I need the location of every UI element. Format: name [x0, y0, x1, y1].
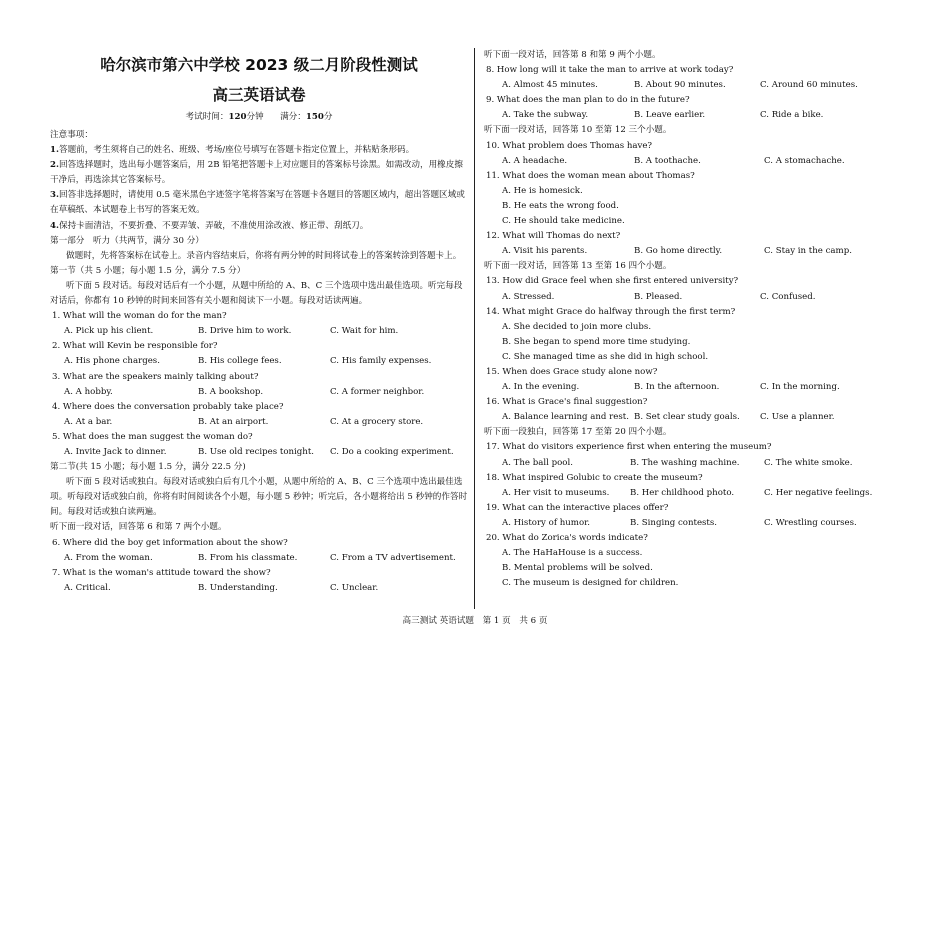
question-block-8-9 [484, 63, 884, 123]
option-a[interactable]: A. The ball pool. [502, 457, 573, 468]
question-stem: 8. How long will it take the man to arrive at work today? [486, 65, 734, 76]
question-stem: 4. Where does the conversation probably take place? [52, 401, 284, 412]
prompt-17-20: 听下面一段独白，回答第 17 至第 20 四个小题。 [484, 427, 672, 438]
option-b[interactable]: B. He eats the wrong food. [502, 200, 619, 211]
option-c[interactable]: C. A stomachache. [764, 155, 845, 166]
option-c[interactable]: C. The museum is designed for children. [502, 578, 679, 589]
section2-heading: 第二节(共 15 小题；每小题 1.5 分，满分 22.5 分) [50, 462, 246, 473]
part1-instruction: 做题时，先将答案标在试卷上。录音内容结束后，你将有两分钟的时间将试卷上的答案转涂到答题卡上。 [66, 250, 462, 261]
option-b[interactable]: B. Use old recipes tonight. [198, 446, 315, 457]
options-row [484, 78, 884, 93]
option-c[interactable]: C. Do a cooking experiment. [330, 446, 454, 457]
notes-item-4 [50, 219, 468, 234]
question-stem: 5. What does the man suggest the woman do? [52, 431, 253, 442]
options-row [484, 456, 884, 471]
option-b[interactable]: B. She began to spend more time studying. [502, 336, 691, 347]
option-a[interactable]: A. In the evening. [502, 382, 580, 393]
option-c[interactable]: C. He should take medicine. [502, 216, 625, 227]
option-a[interactable]: A. Visit his parents. [502, 246, 588, 257]
option-c[interactable]: C. Use a planner. [760, 412, 835, 423]
section1-instruction: 听下面 5 段对话。每段对话后有一个小题，从题中所给的 A、B、C 三个选项中选出最佳选项。听完每段对话后，你都有 10 秒钟的时间来回答有关小题和阅读下一小题。每段对话读两遍。 [50, 280, 463, 307]
options-row [484, 380, 884, 395]
option-b[interactable]: B. In the afternoon. [634, 382, 720, 393]
prompt-8-9: 听下面一段对话，回答第 8 和第 9 两个小题。 [484, 50, 661, 60]
notes-item-text: 回答非选择题时，请使用 0.5 毫米黑色字迹签字笔将答案写在答题卡各题目的答题区域内，超出答题区域或在草稿纸、本试题卷上书写的答案无效。 [50, 190, 465, 216]
options-row [50, 385, 468, 400]
option-b[interactable]: B. Set clear study goals. [634, 412, 740, 423]
question-stem: 14. What might Grace do halfway through the first term? [486, 306, 736, 317]
option-c[interactable]: C. Her negative feelings. [764, 487, 873, 498]
notes-item-text: 回答选择题时，选出每小题答案后，用 2B 铅笔把答题卡上对应题目的答案标号涂黑。如需改动，用橡皮擦干净后，再选涂其它答案标号。 [50, 160, 463, 186]
option-c[interactable]: C. Wait for him. [330, 326, 399, 337]
exam-subtitle: 高三英语试卷 [212, 86, 306, 104]
notes-item-num: 3. [50, 190, 59, 201]
notes-item-num: 1. [50, 145, 59, 156]
question-stem: 13. How did Grace feel when she first entered university? [486, 276, 739, 287]
option-b[interactable]: B. Pleased. [634, 291, 683, 302]
options-row [484, 486, 884, 501]
question-stem: 17. What do visitors experience first when entering the museum? [486, 442, 772, 453]
exam-title: 哈尔滨市第六中学校 2023 级二月阶段性测试 [100, 56, 418, 74]
question-stem: 1. What will the woman do for the man? [52, 311, 227, 322]
section2-instruction: 听下面 5 段对话或独白。每段对话或独白后有几个小题，从题中所给的 A、B、C 三个选项中选出最佳选项。听每段对话或独白前，你将有时间阅读各个小题，每小题 5 秒钟；听完后，各小题将给出 5 秒钟的作答时间。每段对话或独白读两遍。 [50, 477, 468, 518]
notes-item-3 [50, 188, 468, 218]
option-a[interactable]: A. The HaHaHouse is a success. [502, 548, 643, 559]
option-a[interactable]: A. A hobby. [64, 386, 113, 397]
notes-heading: 注意事项： [50, 130, 93, 140]
options-row [50, 354, 468, 369]
prompt-10-12: 听下面一段对话，回答第 10 至第 12 三个小题。 [484, 125, 672, 136]
option-a[interactable]: A. Pick up his client. [64, 326, 154, 337]
option-c[interactable]: C. His family expenses. [330, 356, 432, 367]
option-c[interactable]: C. Wrestling courses. [764, 517, 857, 528]
option-b[interactable]: B. Go home directly. [634, 246, 723, 257]
option-a[interactable]: A. Invite Jack to dinner. [64, 446, 167, 457]
exam-meta [50, 110, 468, 124]
question-stem: 6. Where did the boy get information about the show? [52, 537, 288, 548]
options-row [484, 516, 884, 531]
question-stem: 7. What is the woman's attitude toward the show? [52, 567, 271, 578]
part1-heading: 第一部分 听力（共两节，满分 30 分） [50, 235, 204, 246]
exam-time-label: 考试时间： [185, 112, 229, 122]
options-row [50, 551, 468, 566]
option-c[interactable]: C. The white smoke. [764, 457, 853, 468]
question-stem: 2. What will Kevin be responsible for? [52, 341, 218, 352]
option-b[interactable]: B. At an airport. [198, 416, 269, 427]
option-b[interactable]: B. From his classmate. [198, 552, 298, 563]
column-divider [474, 48, 475, 609]
question-block-10-12 [484, 139, 884, 260]
option-b[interactable]: B. Her childhood photo. [630, 487, 735, 498]
options-row [50, 581, 468, 596]
question-stem: 10. What problem does Thomas have? [486, 140, 653, 151]
option-a[interactable]: A. His phone charges. [64, 356, 160, 367]
question-block-13-16 [484, 274, 884, 425]
notes-item-1 [50, 143, 468, 158]
option-a[interactable]: A. Critical. [64, 582, 111, 593]
option-a[interactable]: A. History of humor. [502, 517, 591, 528]
option-b[interactable]: B. Mental problems will be solved. [502, 563, 653, 574]
option-b[interactable]: B. A bookshop. [198, 386, 264, 397]
options-row [484, 244, 884, 259]
option-a[interactable]: A. A headache. [502, 155, 568, 166]
notes-item-num: 2. [50, 160, 59, 171]
option-c[interactable]: C. From a TV advertisement. [330, 552, 456, 563]
options-row [50, 324, 468, 339]
options-row [484, 108, 884, 123]
option-c[interactable]: C. In the morning. [760, 382, 840, 393]
notes-item-2 [50, 158, 468, 188]
score-value: 150 [305, 112, 324, 122]
options-row [50, 415, 468, 430]
option-a[interactable]: A. Stressed. [502, 291, 555, 302]
option-b[interactable]: B. About 90 minutes. [634, 80, 726, 91]
question-stem: 20. What do Zorica's words indicate? [486, 533, 648, 543]
question-stem: 9. What does the man plan to do in the future? [486, 95, 690, 106]
notes-item-num: 4. [50, 220, 59, 231]
option-b[interactable]: B. Drive him to work. [198, 326, 292, 337]
option-a[interactable]: A. Take the subway. [502, 110, 589, 121]
right-column [484, 48, 884, 591]
question-block-6-7 [50, 536, 468, 596]
options-row [484, 290, 884, 305]
notes-item-text: 答题前，考生须将自己的姓名、班级、考场/座位号填写在答题卡指定位置上，并粘贴条形码。 [58, 145, 415, 156]
option-c[interactable]: C. At a grocery store. [330, 416, 424, 427]
option-c[interactable]: C. Unclear. [330, 582, 379, 593]
exam-time-value: 120 [228, 112, 247, 122]
option-c[interactable]: C. Around 60 minutes. [760, 80, 858, 91]
option-a[interactable]: A. Balance learning and rest. [502, 412, 629, 423]
option-b[interactable]: B. A toothache. [634, 155, 701, 166]
question-stem: 15. When does Grace study alone now? [486, 366, 658, 377]
question-stem: 18. What inspired Golubic to create the museum? [486, 472, 703, 483]
question-block-17-20 [484, 440, 884, 591]
option-b[interactable]: B. Leave earlier. [634, 110, 706, 121]
option-b[interactable]: B. Understanding. [198, 582, 278, 593]
question-stem: 16. What is Grace's final suggestion? [486, 397, 648, 408]
option-a[interactable]: A. She decided to join more clubs. [502, 321, 652, 332]
option-c[interactable]: C. Ride a bike. [760, 110, 824, 121]
question-stem: 19. What can the interactive places offer? [486, 502, 669, 513]
score-label: 满分： [280, 112, 306, 122]
score-unit: 分 [323, 112, 333, 122]
prompt-6-7: 听下面一段对话，回答第 6 和第 7 两个小题。 [50, 522, 227, 533]
option-a[interactable]: A. Her visit to museums. [502, 487, 610, 498]
page-footer: 高三测试 英语试题 第 1 页 共 6 页 [402, 616, 548, 626]
option-a[interactable]: A. From the woman. [64, 552, 153, 563]
options-row [484, 410, 884, 425]
option-a[interactable]: A. He is homesick. [502, 185, 583, 196]
option-b[interactable]: B. Singing contests. [630, 517, 718, 528]
options-row [50, 445, 468, 460]
question-block-1-5 [50, 309, 468, 460]
option-b[interactable]: B. The washing machine. [630, 457, 740, 468]
option-c[interactable]: C. She managed time as she did in high school. [502, 351, 709, 362]
option-c[interactable]: C. Confused. [760, 291, 816, 302]
prompt-13-16: 听下面一段对话，回答第 13 至第 16 四个小题。 [484, 261, 672, 272]
options-row [484, 154, 884, 169]
left-column [50, 48, 468, 596]
notes-item-text: 保持卡面清洁，不要折叠、不要弄皱、弄破，不准使用涂改液、修正带、刮纸刀。 [58, 220, 369, 231]
option-c[interactable]: C. Stay in the camp. [764, 246, 852, 257]
section1-heading: 第一节（共 5 小题；每小题 1.5 分，满分 7.5 分） [50, 265, 246, 276]
question-stem: 3. What are the speakers mainly talking about? [52, 371, 259, 382]
option-b[interactable]: B. His college fees. [198, 356, 282, 367]
option-a[interactable]: A. Almost 45 minutes. [502, 80, 598, 91]
question-stem: 12. What will Thomas do next? [486, 231, 621, 242]
option-c[interactable]: C. A former neighbor. [330, 386, 425, 397]
question-stem: 11. What does the woman mean about Thomas? [486, 170, 695, 181]
exam-time-unit: 分钟 [246, 112, 264, 122]
option-a[interactable]: A. At a bar. [64, 416, 113, 427]
